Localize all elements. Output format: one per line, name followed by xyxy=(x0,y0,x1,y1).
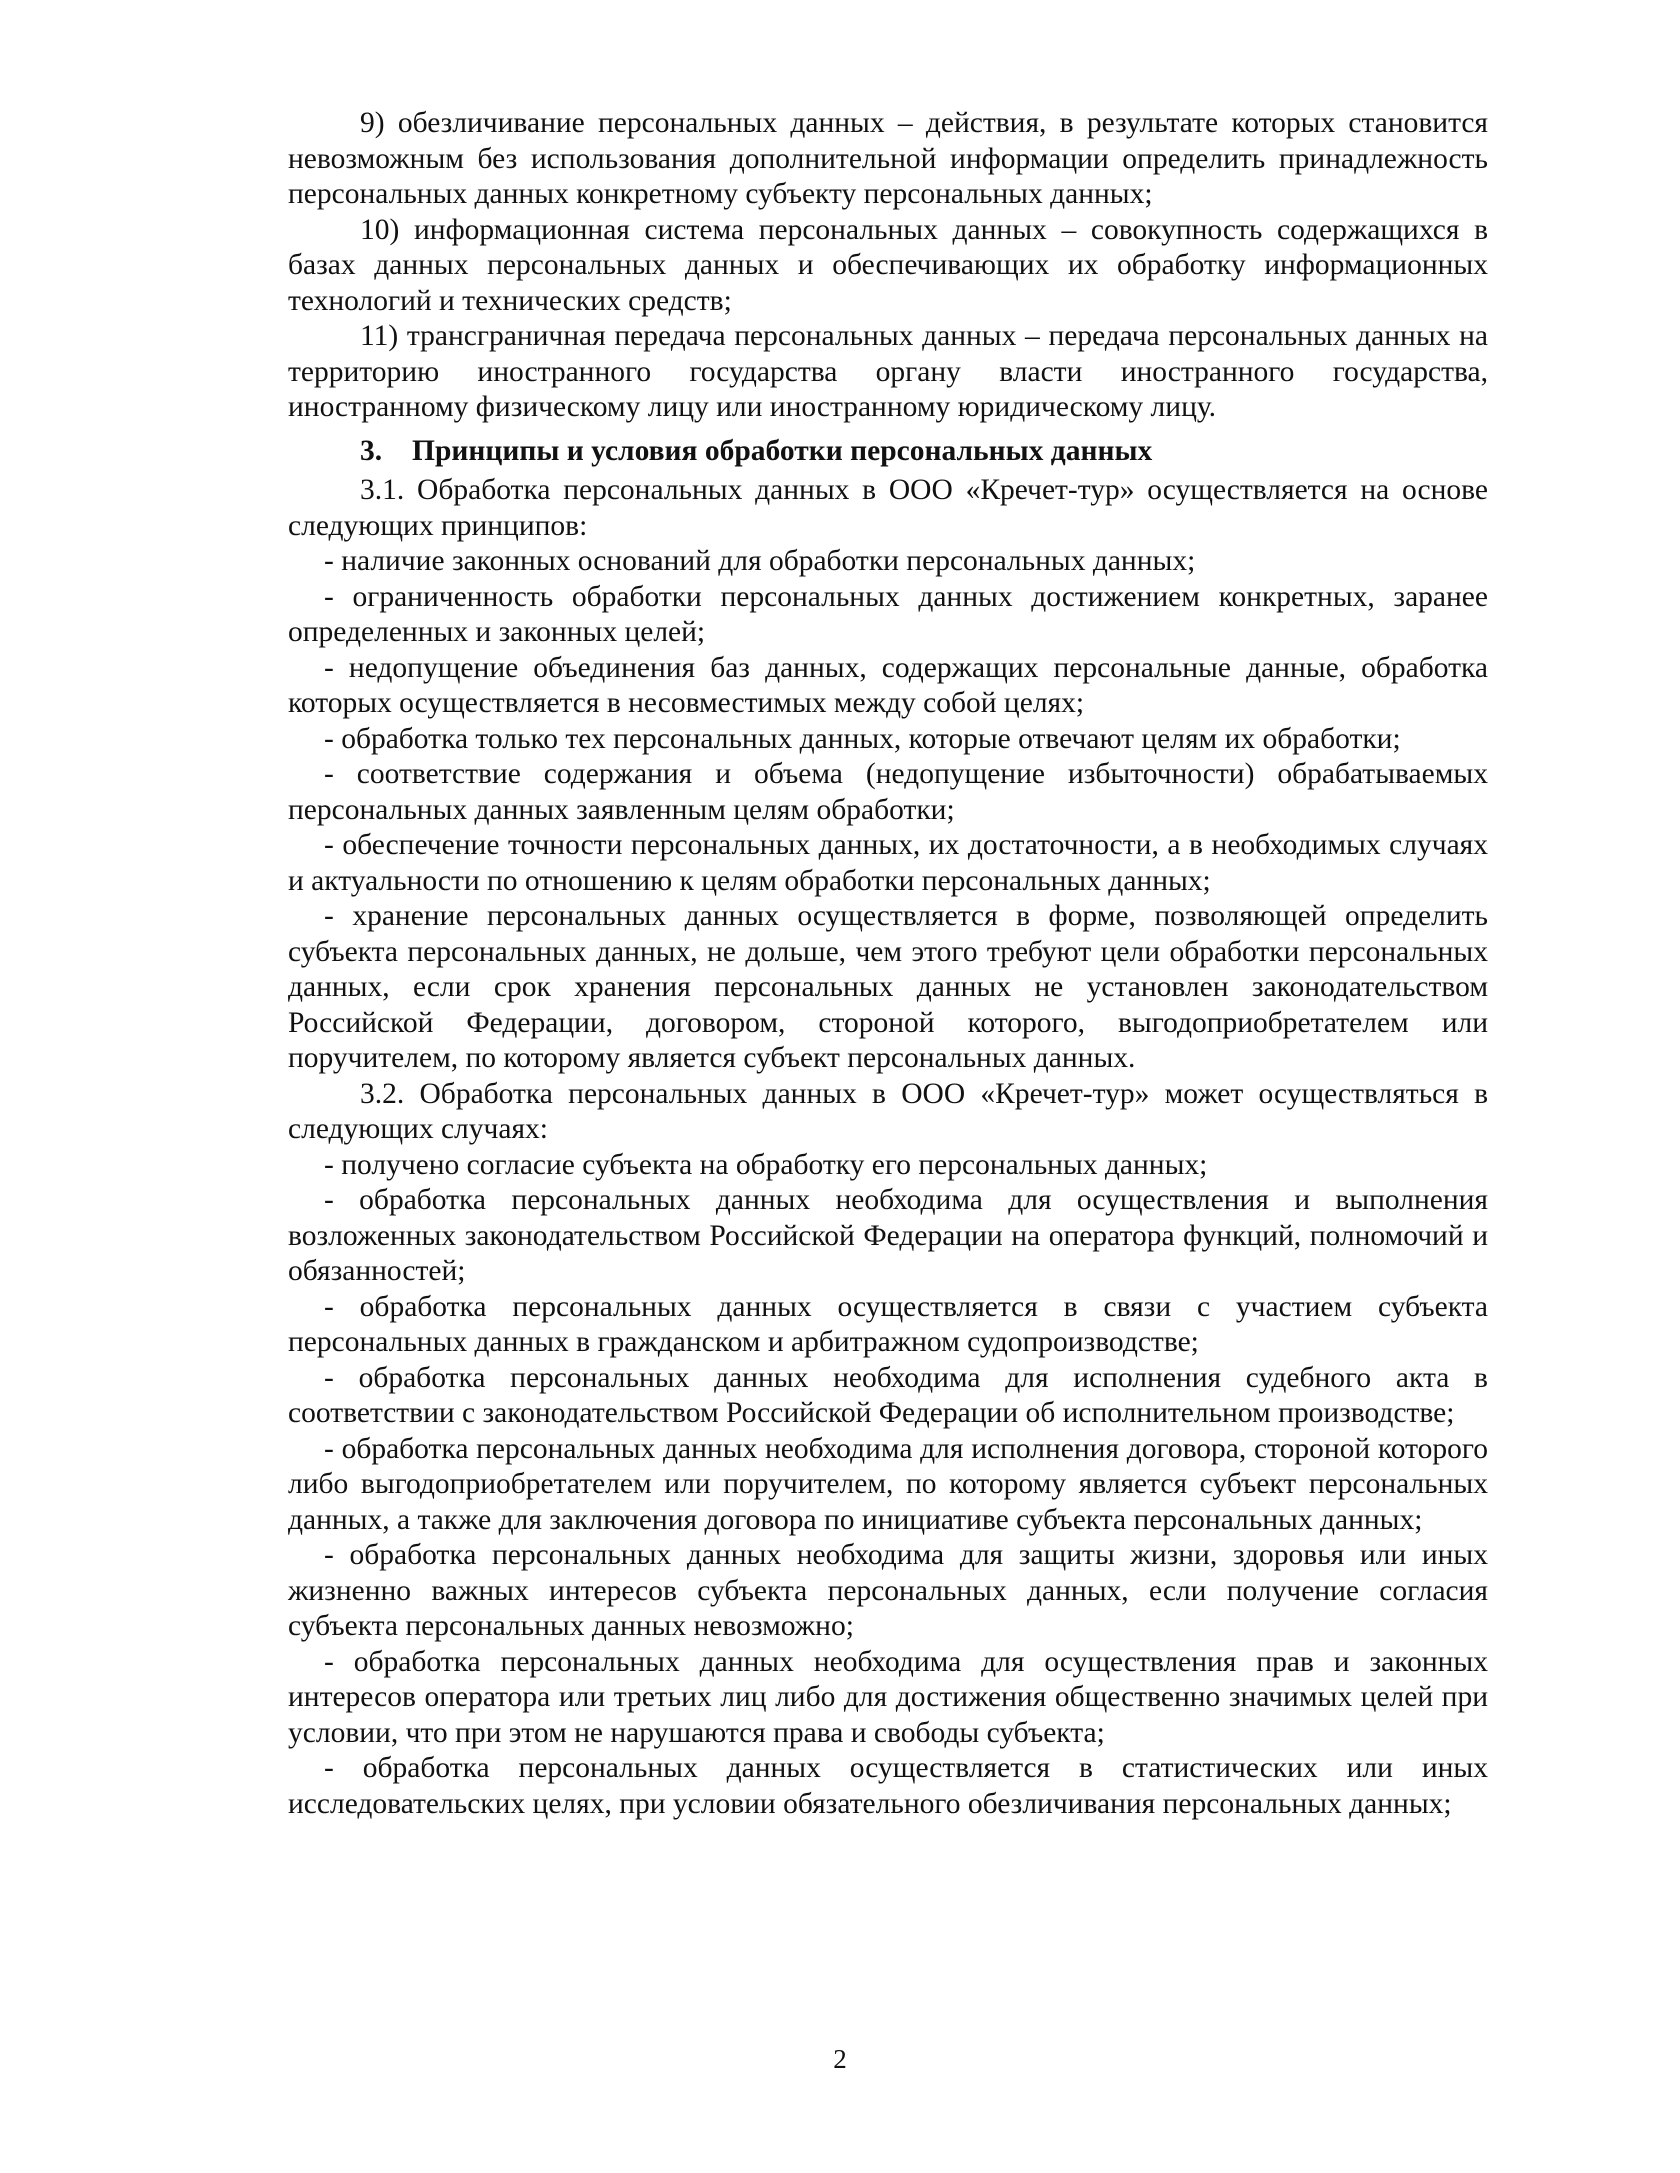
principle-item: - обработка только тех персональных данных, которые отвечают целям их обработки; xyxy=(324,722,1401,755)
section-number: 3. xyxy=(360,434,383,467)
principle-item: - недопущение объединения баз данных, содержащих персональные данные, обработка которых осуществляется в несовместимых между собой целях; xyxy=(288,651,1488,719)
case-item: - обработка персональных данных необходима для осуществления прав и законных интересов оператора или третьих лиц либо для достижения общественно значимых целей при условии, что при этом не нарушаются права и свободы субъекта; xyxy=(288,1645,1488,1749)
case-item: - обработка персональных данных осуществляется в статистических или иных исследовательских целях, при условии обязательного обезличивания персональных данных; xyxy=(288,1752,1488,1820)
case-item: - обработка персональных данных осуществляется в связи с участием субъекта персональных данных в гражданском и арбитражном судопроизводстве; xyxy=(288,1290,1488,1358)
case-item: - обработка персональных данных необходима для защиты жизни, здоровья или иных жизненно важных интересов субъекта персональных данных, если получение согласия субъекта персональных данных невозможно; xyxy=(288,1539,1488,1642)
clause-3-2-intro: 3.2. Обработка персональных данных в ООО «Кречет-тур» может осуществляться в следующих случаях: xyxy=(288,1077,1488,1145)
page-number: 2 xyxy=(833,2044,847,2074)
principle-item: - наличие законных оснований для обработки персональных данных; xyxy=(324,545,1196,577)
principle-item: - ограниченность обработки персональных данных достижением конкретных, заранее определенных и законных целей; xyxy=(288,580,1488,648)
case-item: - обработка персональных данных необходима для осуществления и выполнения возложенных законодательством Российской Федерации на оператора функций, полномочий и обязанностей; xyxy=(288,1184,1488,1287)
section-heading xyxy=(288,434,1488,470)
clause-3-1-intro: 3.1. Обработка персональных данных в ООО «Кречет-тур» осуществляется на основе следующих принципов: xyxy=(288,474,1488,542)
document-body xyxy=(288,106,1488,1822)
section-title: Принципы и условия обработки персональных данных xyxy=(412,434,1153,467)
case-item: - обработка персональных данных необходима для исполнения договора, стороной которого либо выгодоприобретателем или поручителем, по которому является субъект персональных данных, а также для заключения договора по инициативе субъекта персональных данных; xyxy=(288,1432,1488,1536)
definition-9: 9) обезличивание персональных данных – действия, в результате которых становится невозможным без использования дополнительной информации определить принадлежность персональных данных конкретному субъекту персональных данных; xyxy=(288,107,1488,210)
case-item: - получено согласие субъекта на обработку его персональных данных; xyxy=(324,1148,1208,1181)
principle-item: - обеспечение точности персональных данных, их достаточности, а в необходимых случаях и актуальности по отношению к целям обработки персональных данных; xyxy=(288,829,1488,897)
principle-item: - соответствие содержания и объема (недопущение избыточности) обрабатываемых персональных данных заявленным целям обработки; xyxy=(288,758,1488,826)
principle-item: - хранение персональных данных осуществляется в форме, позволяющей определить субъекта персональных данных, не дольше, чем этого требуют цели обработки персональных данных, если срок хранения персональных данных не установлен законодательством Российской Федерации, договором, стороной которого, выгодоприобретателем или поручителем, по которому является субъект персональных данных. xyxy=(288,900,1488,1074)
case-item: - обработка персональных данных необходима для исполнения судебного акта в соответствии с законодательством Российской Федерации об исполнительном производстве; xyxy=(288,1361,1488,1429)
definition-11: 11) трансграничная передача персональных данных – передача персональных данных на территорию иностранного государства органу власти иностранного государства, иностранному физическому лицу или иностранному юридическому лицу. xyxy=(288,320,1488,423)
definition-10: 10) информационная система персональных данных – совокупность содержащихся в базах данных персональных данных и обеспечивающих их обработку информационных технологий и технических средств; xyxy=(288,213,1488,317)
